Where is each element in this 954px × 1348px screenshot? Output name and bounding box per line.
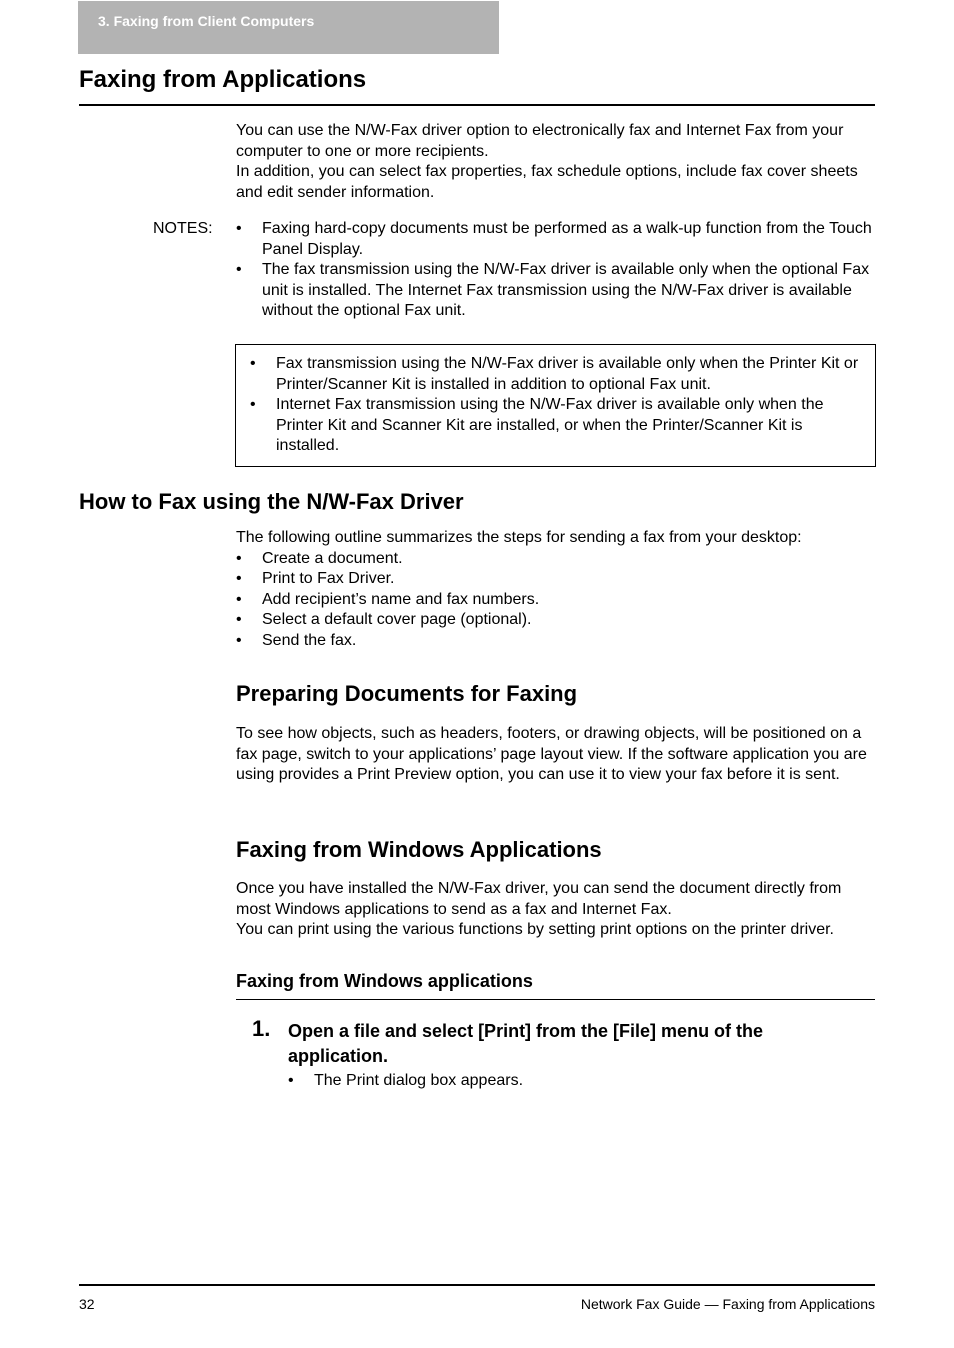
list-item (236, 219, 876, 260)
bullet: • (236, 590, 242, 608)
step-note-list (288, 1071, 848, 1092)
list-item (236, 590, 876, 611)
how-to-steps (236, 549, 876, 652)
windows-paragraph: You can print using the various functions by setting print options on the printer driver. (236, 921, 834, 938)
notes-list-container (236, 219, 876, 322)
page-title: Faxing from Applications (79, 66, 367, 93)
step-text: Create a document. (262, 549, 403, 567)
windows-subheading: Faxing from Windows applications (236, 971, 533, 991)
notice-list (250, 354, 859, 457)
footer-rule (79, 1284, 875, 1286)
note-text: Faxing hard-copy documents must be performed as a walk-up function from the Touch Panel Display. (262, 220, 872, 258)
list-item (236, 610, 876, 631)
windows-section (236, 879, 876, 941)
bullet: • (250, 396, 256, 413)
preparing-section (236, 724, 876, 786)
intro-paragraph: You can use the N/W-Fax driver option to electronically fax and Internet Fax from your computer to one or more recipients. (236, 122, 844, 160)
notice-text: Fax transmission using the N/W-Fax driver is available only when the Printer Kit or Printer/Scanner Kit is installed in addition to optional Fax unit. (276, 355, 859, 393)
list-item (236, 260, 876, 322)
bullet: • (236, 220, 242, 237)
preparing-heading: Preparing Documents for Faxing (236, 681, 578, 706)
chapter-tab (78, 1, 499, 54)
windows-paragraph: Once you have installed the N/W-Fax driver, you can send the document directly from most Windows applications to send as a fax and Internet Fax. (236, 880, 842, 918)
step-text: Send the fax. (262, 631, 357, 649)
page-number: 32 (79, 1296, 95, 1312)
how-to-lead: The following outline summarizes the steps for sending a fax from your desktop: (236, 529, 802, 546)
step-number: 1. (252, 1016, 271, 1041)
bullet: • (236, 631, 242, 649)
how-to-heading: How to Fax using the N/W-Fax Driver (79, 489, 464, 514)
how-to-section (236, 528, 876, 651)
bullet: • (236, 261, 242, 278)
bullet: • (236, 611, 242, 628)
footer-title: Network Fax Guide — Faxing from Applications (580, 1296, 875, 1312)
notice-text: Internet Fax transmission using the N/W-Fax driver is available only when the Printer Kit and Scanner Kit are installed, or when the Printer/Scanner Kit is installed. (276, 396, 824, 454)
bullet: • (236, 570, 242, 587)
list-item (288, 1071, 848, 1092)
bullet: • (236, 549, 242, 567)
notice-box (235, 344, 876, 467)
step-instruction: Open a file and select [Print] from the [File] menu of the application. (288, 1021, 764, 1066)
list-item (236, 549, 876, 570)
note-text: The fax transmission using the N/W-Fax driver is available only when the optional Fax unit is installed. The Internet Fax transmission using the N/W-Fax driver is available without the optional Fax unit. (262, 261, 870, 319)
step-text: Select a default cover page (optional). (262, 611, 532, 628)
step-text: Print to Fax Driver. (262, 570, 395, 587)
list-item (236, 569, 876, 590)
bullet: • (250, 355, 256, 372)
notes-label: NOTES: (153, 220, 213, 237)
intro-section (236, 121, 876, 203)
step-note (288, 1071, 848, 1092)
subheading-rule (236, 999, 875, 1000)
step-text: Add recipient’s name and fax numbers. (262, 590, 540, 608)
title-rule (79, 104, 875, 106)
step-note-text: The Print dialog box appears. (314, 1072, 524, 1089)
list-item (250, 395, 859, 457)
list-item (236, 631, 876, 652)
windows-heading: Faxing from Windows Applications (236, 837, 602, 862)
intro-paragraph: In addition, you can select fax properties, fax schedule options, include fax cover sheets and edit sender information. (236, 163, 858, 201)
preparing-paragraph: To see how objects, such as headers, footers, or drawing objects, will be positioned on a fax page, switch to your applications’ page layout view. If the software application you are using provides a Print Preview option, you can use it to view your fax before it is sent. (236, 725, 867, 783)
list-item (250, 354, 859, 395)
notes-list (236, 219, 876, 322)
chapter-label: 3. Faxing from Client Computers (98, 13, 315, 29)
bullet: • (288, 1072, 294, 1089)
